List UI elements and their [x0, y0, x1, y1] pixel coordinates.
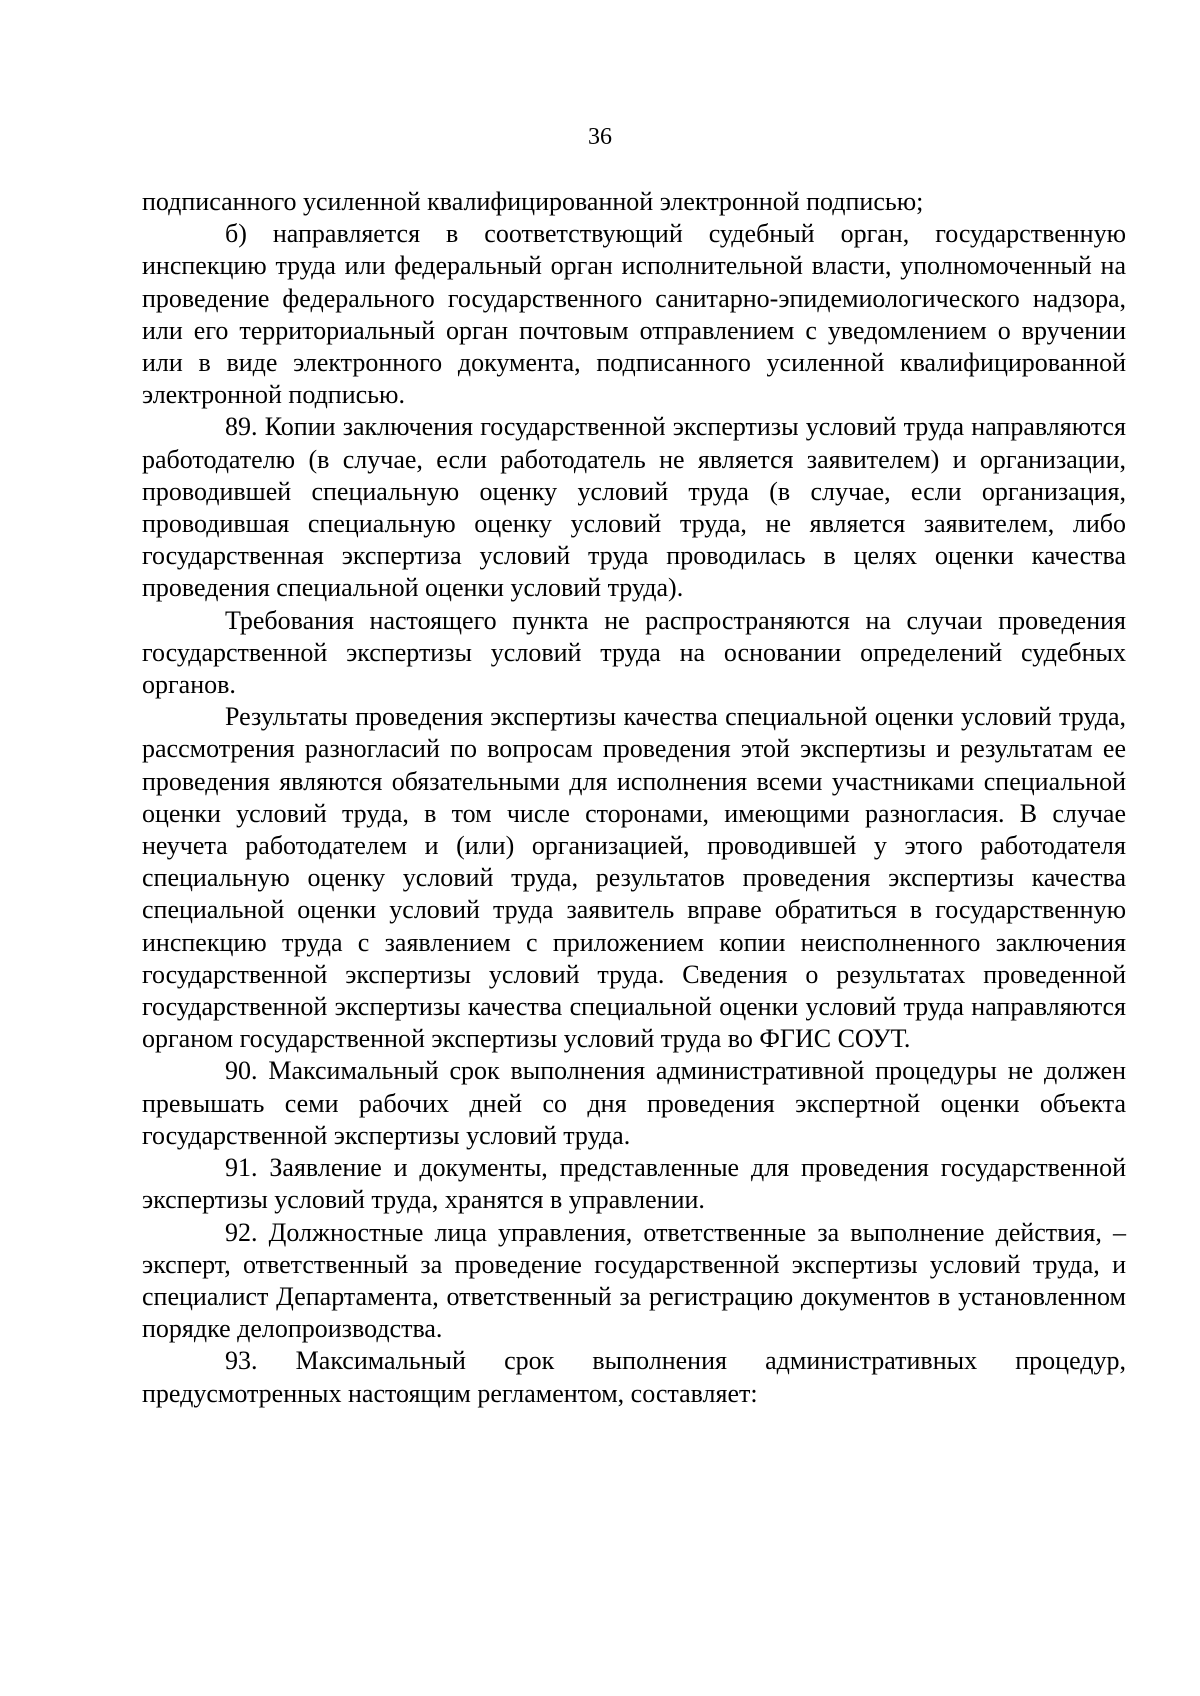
- paragraph-89-requirements: Требования настоящего пункта не распространяются на случаи проведения государственной экспертизы условий труда на основании определений судебных органов.: [142, 605, 1126, 700]
- document-body: [142, 186, 1126, 1410]
- paragraph-89-results: Результаты проведения экспертизы качества специальной оценки условий труда, рассмотрения разногласий по вопросам проведения этой экспертизы и результатам ее проведения являются обязательными для исполнения всеми участниками специальной оценки условий труда, в том числе сторонами, имеющими разногласия. В случае неучета работодателем и (или) организацией, проводившей у этого работодателя специальную оценку условий труда, результатов проведения экспертизы качества специальной оценки условий труда заявитель вправе обратиться в государственную инспекцию труда с заявлением с приложением копии неисполненного заключения государственной экспертизы условий труда. Сведения о результатах проведенной государственной экспертизы качества специальной оценки условий труда направляются органом государственной экспертизы условий труда во ФГИС СОУТ.: [142, 702, 1126, 1054]
- paragraph-89: 89. Копии заключения государственной экспертизы условий труда направляются работодателю (в случае, если работодатель не является заявителем) и организации, проводившей специальную оценку условий труда (в случае, если организация, проводившая специальную оценку условий труда, не является заявителем, либо государственная экспертиза условий труда проводилась в целях оценки качества проведения специальной оценки условий труда).: [142, 412, 1126, 603]
- paragraph-continuation: подписанного усиленной квалифицированной электронной подписью;: [142, 187, 924, 216]
- paragraph-91: 91. Заявление и документы, представленные для проведения государственной экспертизы условий труда, хранятся в управлении.: [142, 1153, 1126, 1215]
- paragraph-92: 92. Должностные лица управления, ответственные за выполнение действия, – эксперт, ответственный за проведение государственной экспертизы условий труда, и специалист Департамента, ответственный за регистрацию документов в установленном порядке делопроизводства.: [142, 1217, 1126, 1344]
- page-number: 36: [588, 124, 612, 150]
- paragraph-93: 93. Максимальный срок выполнения административных процедур, предусмотренных настоящим регламентом, составляет:: [142, 1346, 1126, 1408]
- paragraph-item-b: б) направляется в соответствующий судебный орган, государственную инспекцию труда или федеральный орган исполнительной власти, уполномоченный на проведение федерального государственного санитарно-эпидемиологического надзора, или его территориальный орган почтовым отправлением с уведомлением о вручении или в виде электронного документа, подписанного усиленной квалифицированной электронной подписью.: [142, 219, 1126, 410]
- paragraph-90: 90. Максимальный срок выполнения административной процедуры не должен превышать семи рабочих дней со дня проведения экспертной оценки объекта государственной экспертизы условий труда.: [142, 1056, 1126, 1150]
